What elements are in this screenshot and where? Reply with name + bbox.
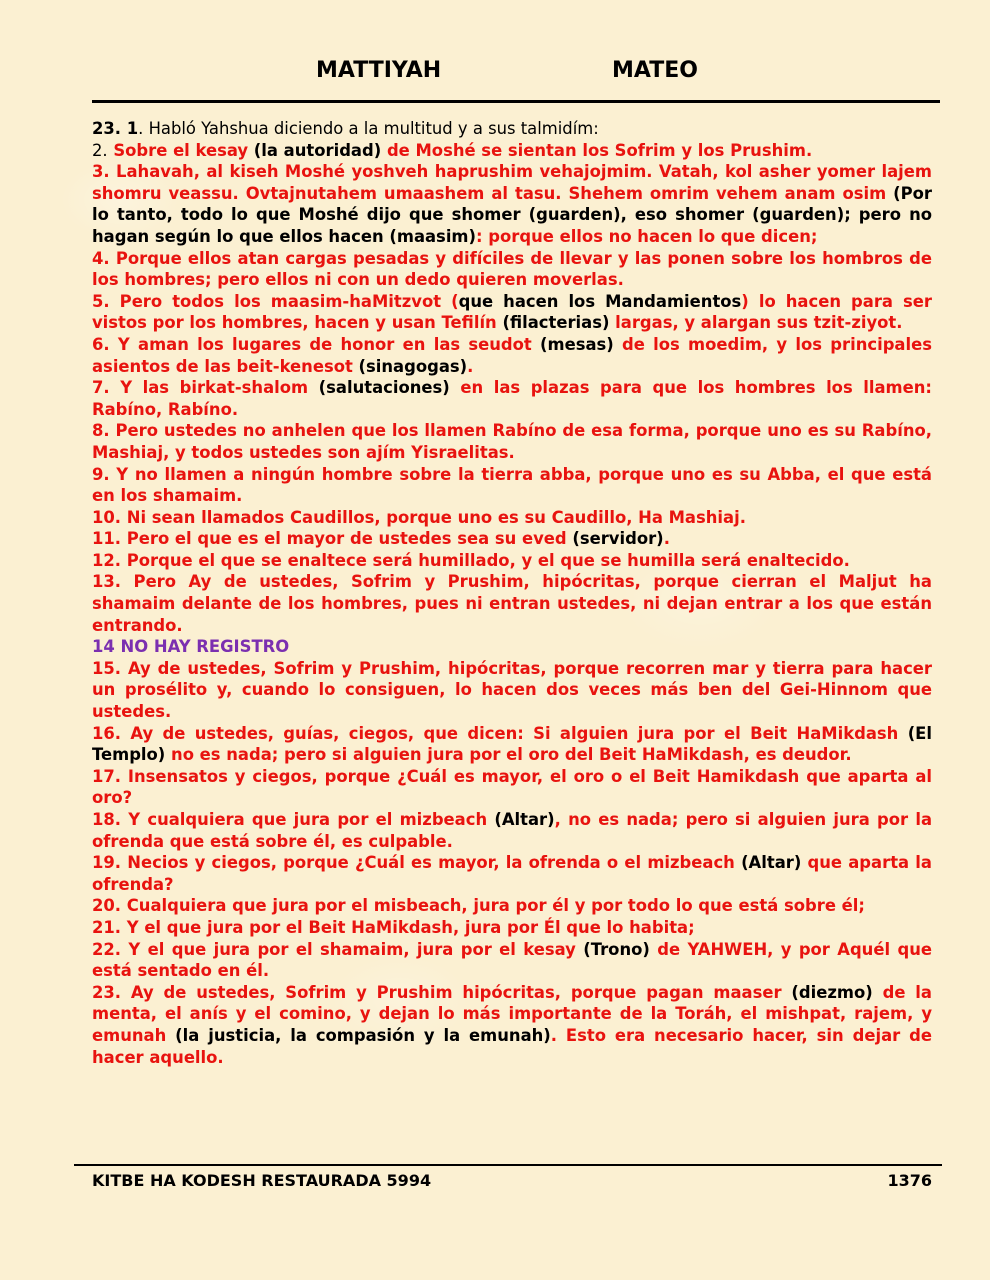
verse-13: 13. Pero Ay de ustedes, Sofrim y Prushim, hipócritas, porque cierran el Maljut ha shamaim delante de los hombres, pues ni entran ustedes, ni dejan entrar a los que están entrando.	[92, 572, 932, 635]
verse-19: 19. Necios y ciegos, porque ¿Cuál es mayor, la ofrenda o el mizbeach (Altar) que aparta la ofrenda?	[92, 853, 932, 894]
verse-1: 23. 1. Habló Yahshua diciendo a la multitud y a sus talmidím:	[92, 119, 599, 138]
verse-17: 17. Insensatos y ciegos, porque ¿Cuál es mayor, el oro o el Beit Hamikdash que aparta al oro?	[92, 766, 932, 808]
footer-book-name: KITBE HA KODESH RESTAURADA 5994	[92, 1171, 432, 1190]
chapter-verse-number: 23. 1	[92, 119, 139, 138]
verse-22: 22. Y el que jura por el shamaim, jura por el kesay (Trono) de YAHWEH, y por Aquél que está sentado en él.	[92, 939, 932, 981]
verse-10: 10. Ni sean llamados Caudillos, porque uno es su Caudillo, Ha Mashiaj.	[92, 507, 746, 527]
page-footer	[92, 1171, 932, 1193]
verse-21: 21. Y el que jura por el Beit HaMikdash, jura por Él que lo habita;	[92, 917, 695, 937]
page-header	[0, 58, 990, 90]
verse-3: 3. Lahavah, al kiseh Moshé yoshveh haprushim vehajojmim. Vatah, kol asher yomer lajem shomru veassu. Ovtajnutahem umaashem al tasu. Shehem omrim vehem anam osim (Por lo tanto, todo lo que Moshé dijo que shomer (guarden), eso shomer (guarden); pero no hagan según lo que ellos hacen (maasim): porque ellos no hacen lo que dicen;	[92, 162, 932, 246]
verse-15: 15. Ay de ustedes, Sofrim y Prushim, hipócritas, porque recorren mar y tierra para hacer un prosélito y, cuando lo consiguen, lo hacen dos veces más ben del Gei-Hinnom que ustedes.	[92, 658, 932, 722]
footer-rule	[74, 1164, 942, 1166]
verse-23: 23. Ay de ustedes, Sofrim y Prushim hipócritas, porque pagan maaser (diezmo) de la menta, el anís y el comino, y dejan lo más importante de la Toráh, el mishpat, rajem, y emunah (la justicia, la compasión y la emunah). Esto era necesario hacer, sin dejar de hacer aquello.	[92, 982, 932, 1067]
verse-14: 14 NO HAY REGISTRO	[92, 637, 290, 657]
verse-8: 8. Pero ustedes no anhelen que los llamen Rabíno de esa forma, porque uno es su Rabíno, Mashiaj, y todos ustedes son ajím Yisraelitas.	[92, 421, 932, 462]
page-number: 1376	[887, 1171, 932, 1190]
verse-18: 18. Y cualquiera que jura por el mizbeach (Altar), no es nada; pero si alguien jura por la ofrenda que está sobre él, es culpable.	[92, 810, 932, 851]
book-title-spanish: MATEO	[612, 58, 698, 83]
verse-20: 20. Cualquiera que jura por el misbeach, jura por él y por todo lo que está sobre él;	[92, 896, 865, 916]
verse-11: 11. Pero el que es el mayor de ustedes sea su eved (servidor).	[92, 529, 670, 549]
verse-12: 12. Porque el que se enaltece será humillado, y el que se humilla será enaltecido.	[92, 550, 850, 570]
chapter-text	[92, 118, 932, 1068]
verse-5: 5. Pero todos los maasim-haMitzvot (que hacen los Mandamientos) lo hacen para ser vistos por los hombres, hacen y usan Tefilín (filacterias) largas, y alargan sus tzit-ziyot.	[92, 291, 932, 333]
verse-2: 2. Sobre el kesay (la autoridad) de Moshé se sientan los Sofrim y los Prushim.	[92, 140, 813, 160]
book-title-hebrew: MATTIYAH	[316, 58, 442, 83]
verse-16: 16. Ay de ustedes, guías, ciegos, que dicen: Si alguien jura por el Beit HaMikdash (El Templo) no es nada; pero si alguien jura por el oro del Beit HaMikdash, es deudor.	[92, 723, 932, 765]
verse-9: 9. Y no llamen a ningún hombre sobre la tierra abba, porque uno es su Abba, el que está en los shamaim.	[92, 464, 932, 506]
verse-7: 7. Y las birkat-shalom (salutaciones) en las plazas para que los hombres los llamen: Rabíno, Rabíno.	[92, 378, 932, 419]
verse-4: 4. Porque ellos atan cargas pesadas y difíciles de llevar y las ponen sobre los hombros de los hombres; pero ellos ni con un dedo quieren moverlas.	[92, 248, 932, 290]
verse-6: 6. Y aman los lugares de honor en las seudot (mesas) de los moedim, y los principales asientos de las beit-kenesot (sinagogas).	[92, 334, 932, 376]
header-rule	[92, 100, 940, 103]
